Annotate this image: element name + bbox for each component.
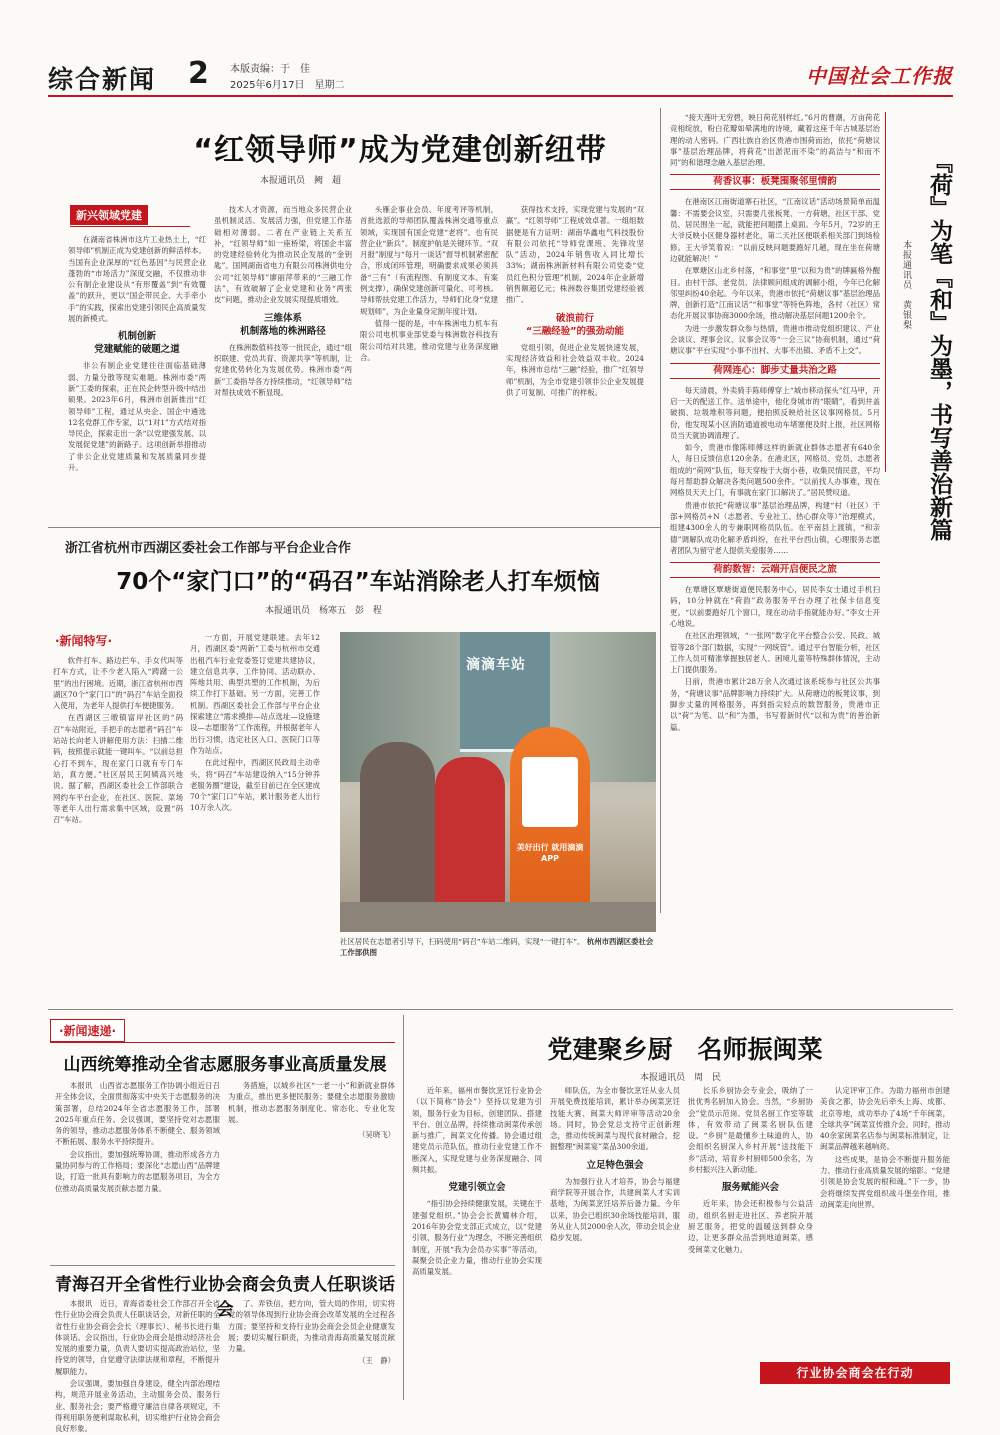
article3-col3-text: 长乐乡厨协会专业会，吸纳了一批优秀名厨加入协会。当然，“乡厨协会”党员示范岗、党员名厨工作室等载体，有效带动了闽菜名厨队伍建设。“乡厨”是最懂乡土味道的人，协会组织名厨深入乡村开展“送技能下乡”活动，培育乡村厨师500余名，为乡村振兴注入新动能。 [688, 1086, 813, 1175]
news-top-rule [48, 1009, 953, 1010]
side-title-vertical: 『荷』为笔『和』为墨，书写善治新篇 [926, 150, 952, 541]
article3-col2-text: 师队伍，为全市餐饮烹饪从业人员开展免费技能培训，累计举办闽菜烹饪技能大赛、闽菜大师评审等活动20余场。同时，协会党总支持守正创新理念，推动传统闽菜与现代食材融合，挖掘整理“闽菜宴”菜品300余道。 [550, 1086, 680, 1152]
side-text-9: 日前，贵港市累计28万余人次通过该系统参与社区公共事务，“荷塘议事”品牌影响力持续扩大。从荷塘边的板凳议事，到脚步丈量的网格服务，再到指尖轻点的数智服务，贵港市正以“荷”为笔、以“和”为墨，书写着新时代“以和为贵”的善治新篇。 [670, 677, 880, 732]
article1-tag-rule [70, 226, 190, 227]
news1-credit: （吴晓飞） [358, 1130, 395, 1140]
news2-text-3: 了、弄铁信，把方向，管大局的作用，切实将党的领导体现到行业协会商会改革发展的全过程各方面；要坚持和支持行业协会商会会员企业健康发展；要切实履行职责，为推动青海高质量发展贡献力量。 [228, 1299, 395, 1354]
side-intro-text: “接天莲叶无穷碧，映日荷花别样红。”6月的曹潮，万亩荷花竞相绽放，粉白花瓣如晕满地的诗境，藏着这座千年古城基层治理的动人密码。广西壮族自治区贵港市围荷而治，依托“荷塘议事”基层治理品牌，将荷花“出淤泥而不染”的高洁与“和而不同”的和谐理念融入基层治理。 [670, 113, 880, 168]
side-subhead-1: 荷香议事：板凳围聚邻里情韵 [670, 174, 880, 190]
photo-kiosk-slogan: 美好出行 就用滴滴APP [516, 843, 584, 863]
article1-column-1 [68, 234, 206, 484]
news2-column-1 [55, 1298, 220, 1434]
news-title-1: 山西统筹推动全省志愿服务事业高质量发展 [63, 1055, 387, 1075]
article2-col1-text: 软件打车、路边拦车、手女代叫等打车方式，让不少老人陷入“踌躇一公里”的出行困境。近期，浙江省杭州市西湖区70个“家门口”的“码召”车站全面投入使用，为老年人提供打车便捷服务。 [53, 656, 183, 711]
article2-col1b-text: 在西湖区三墩镇富岸社区的“码召”车站附近，手把手的志愿者“码召”车站站长向老人讲解使用方法：扫描二维码，按照提示就能一键叫车。“以前总担心打不到车，现在家门口就有专门车站，真方便。”社区居民王阿姨高兴地说。据了解，西湖区委社会工作部联合网约车平台企业，在社区、医院、菜场等老年人出行需求集中区域，设置“码召”车站。 [53, 713, 183, 825]
photo-caption [340, 936, 656, 958]
article1-title: “红领导师”成为党建创新纽带 [193, 133, 607, 168]
article1-col3b-text: 值得一提的是，中车株洲电力机车有限公司电机事业部党委与株洲数谷科技有限公司结对共建，推动党建与业务深度融合。 [360, 318, 498, 362]
side-subhead-3: 荷韵数智：云端开启便民之旅 [670, 562, 880, 578]
article2-photo [340, 632, 656, 932]
side-text-4: 每天清晨，外卖骑手陈师傅穿上“城市移动探头”红马甲，开启一天的配送工作。送单途中，他化身城市的“眼睛”，看到井盖破损、垃圾堆积等问题，便拍照反映给社区议事网格员。5月份，他发现某小区消防通道被电动车堵塞便及时上报，社区网格员当天就协调清理了。 [670, 385, 880, 440]
article2-column-2 [190, 632, 320, 950]
side-text-1: 在港南区江南街道寨石社区，“江南议话”活动场景简单而温馨：不需要会议室，只需要几张板凳、一方荷塘，社区干部、党员、居民围坐一起，就能把问题摆上桌面。今年5月，72岁的王大爷反映小区健身器材老化，第二天社区便联系相关部门到场检修。王大爷笑着说：“以前反映问题要跑好几趟，现在坐在荷塘边就能解决！” [670, 197, 880, 263]
article1-byline: 本报通讯员 阙 超 [260, 176, 342, 186]
article1-col2-text: 技术人才资源，而当地众多民营企业虽机制灵活、发展活力强，但党建工作基础相对薄弱。二者在产业链上关系互补，“红领导师”如一座桥梁，将国企丰富的党建经验转化为推动民企发展的“金钥匙”。国网湖南省电力有限公司株洲供电分公司“红领导师”廖丽萍带来的“三融工作法”，有效破解了企业党建和业务“两张皮”问题，推动企业发展实现提质增效。 [214, 205, 352, 305]
side-byline-vertical: 本报通讯员 黄银梨 [901, 240, 911, 330]
article3-col1b-text: “指引协会持续健康发展，关键在于建强党组织。”协会会长黄耀林介绍，2016年协会党支部正式成立，以“党建引领、服务行业”为理念，不断完善组织制度，开展“我为会员办实事”等活动，凝聚会员企业力量，推动行业协会实现高质量发展。 [412, 1199, 542, 1277]
news1-text-2: 会议指出，要加强统筹协调，推动形成各方力量协同参与的工作格局；要深化“志愿山西”品牌建设，打造一批具有影响力的志愿服务项目，为全方位推动高质量发展贡献志愿力量。 [55, 1149, 220, 1193]
article3-footer-tag: 行业协会商会在行动 [760, 1362, 950, 1384]
side-text-8: 在社区治理领域，“一张网”数字化平台整合公安、民政、城管等28个部门数据，实现“一网统管”。通过平台智能分析，社区工作人员可精准掌握独居老人、困境儿童等特殊群体情况，主动上门提供服务。 [670, 631, 880, 675]
article3-title: 党建聚乡厨 名师振闽菜 [547, 1035, 823, 1064]
news1-column-1 [55, 1080, 220, 1250]
news1-text-3: 务措施，以城乡社区“一老一小”和新就业群体为重点，推出更多便民服务；要健全志愿服务激励机制，推动志愿服务制度化、常态化、专业化发展。 [228, 1081, 395, 1124]
masthead-logo: 中国社会工作报 [806, 64, 953, 88]
news2-column-2 [228, 1298, 395, 1398]
article3-column-1 [412, 1085, 542, 1400]
article1-col2b-text: 在株洲数值科技等一批民企，通过“组织联建、党员共育、资源共享”等机制，让党建优势转化为发展优势。株洲市委“两新”工委指导各方持续推动，“红领导师”结对帮扶成效不断显现。 [214, 342, 352, 397]
photo-kiosk-panel [522, 757, 578, 827]
article1-subhead-1: 机制创新 党建赋能的破题之道 [94, 331, 180, 356]
article1-subhead-2: 三维体系 机制落地的株洲路径 [240, 312, 326, 337]
article1-col4-text: 获得技术支持，实现党建与发展的“双赢”。“红领导师”工程成效卓著。一组组数据便是有力证明：湖南华鑫电气科技股份有限公司依托“导师党课班、先锋攻坚队”活动，2024年销售收入同比增长33%；湖南株洲新材料有限公司党委“党员红色积分管理”机制，2024年企业新增销售额超亿元；株洲数谷集团党建经验被推广。 [506, 205, 644, 305]
news2-text-2: 会议强调，要加强自身建设，健全内部治理结构，规范开展业务活动，主动服务会员、服务行业、服务社会；要严格遵守廉洁自律各项规定，不得利用职务便利谋取私利，切实维护行业协会商会良好形象。 [55, 1379, 220, 1434]
article3-subhead-1: 党建引领立会 [448, 1182, 506, 1194]
news-section-tag: ·新闻速递· [50, 1019, 125, 1042]
header-rule [48, 95, 953, 97]
news-vertical-divider [403, 1015, 404, 1400]
side-title-rule [885, 112, 886, 472]
side-text-3: 为进一步激发群众参与热情，贵港市推动党组织建议、产业会谈议、理事会议、议事会议等“一会三议”协商机制，通过“荷塘议事”平台实现“小事不出村、大事不出镇、矛盾不上交”。 [670, 323, 880, 356]
article1-column-3 [360, 204, 498, 484]
article2-kicker: 浙江省杭州市西湖区委社会工作部与平台企业合作 [65, 541, 352, 556]
photo-kiosk [510, 727, 590, 912]
photo-credit: 杭州市西湖区委社会工作部供图 [340, 937, 654, 957]
side-text-5: 如今，贵港市像陈师傅这样的新就业群体志愿者有640余人，每日反馈信息120余条。在港北区，网格员、党员、志愿者组成的“荷网”队伍，每天穿梭于大街小巷，收集民情民意，平均每月帮助群众解决各类问题500余件。“以前找人办事难，现在网格员天天上门，有事就在家门口解决了。”居民赞叹道。 [670, 443, 880, 498]
article2-top-rule [48, 527, 660, 528]
article3-byline: 本报通讯员 周 民 [640, 1073, 722, 1083]
article2-byline: 本报通讯员 杨寒五 彭 程 [265, 606, 383, 616]
article3-col4-text: 认定评审工作。为助力福州市创建美食之都，协会先后牵头上海、成都、北京等地，成功举办了4场“千年闽菜，全球共享”闽菜宣传推介会。同时，推动40余家闽菜名店参与闽菜标准制定，让闽菜品牌越来越响亮。 [820, 1086, 950, 1152]
news-title-2: 青海召开全省性行业协会商会负责人任职谈话会 [55, 1275, 395, 1320]
article2-column-1 [53, 655, 183, 950]
article1-section-tag: 新兴领域党建 [70, 205, 148, 225]
article3-subhead-3: 服务赋能兴会 [721, 1182, 779, 1194]
news-mid-rule [50, 1265, 395, 1266]
editor-line: 本版责编：于 佳 [230, 64, 310, 75]
article3-column-4 [820, 1085, 950, 1350]
article1-column-4 [506, 204, 644, 484]
photo-ground [340, 902, 656, 932]
news-tag-rule [50, 1042, 395, 1043]
section-title: 综合新闻 [48, 65, 157, 94]
article2-col2-text: 一方面，开展党建联建。去年12月，西湖区委“两新”工委与杭州市交通出租汽车行业党委签订党建共建协议，建立信息共享、工作协同、活动联办、阵地共用、典型共塑的工作机制，为后续工作打下基础。另一方面，完善工作机制。西湖区委社会工作部与平台企业探索建立“需求摸排—站点选址—设施建设—志愿服务”工作流程，并根据老年人出行习惯，选定社区入口、医院门口等作为站点。 [190, 633, 320, 755]
news2-credit: （王 静） [358, 1356, 395, 1366]
side-subhead-2: 荷网连心：脚步丈量共治之路 [670, 363, 880, 379]
news1-text-1: 本报讯 山西省志愿服务工作协调小组近日召开全体会议，全面贯彻落实中央关于志愿服务的决策部署，总结2024年全省志愿服务工作，部署2025年重点任务。会议强调，要坚持党对志愿服务的领导，推动志愿服务体系不断健全、服务领域不断拓展、服务水平持续提升。 [55, 1081, 220, 1147]
article3-column-3 [688, 1085, 813, 1400]
side-column-a [670, 112, 880, 912]
article2-title: 70个“家门口”的“码召”车站消除老人打车烦恼 [116, 569, 600, 595]
article1-col1-text: 在湖南省株洲市这片工业热土上，“红领导师”机制正成为党建创新的鲜活样本。当国有企业深厚的“红色基因”与民营企业蓬勃的“市场活力”深度交融，不仅推动非公有制企业建设从“有形覆盖”到“有效覆盖”的跃升，更以“国企带民企、大手牵小手”的实践，探索出党建引领民企高质量发展的新模式。 [68, 235, 206, 324]
side-text-2: 在覃塘区山北乡村落，“和事堂”里“以和为贵”的牌匾格外醒目。由村干部、老党员、法律顾问组成的调解小组，今年已化解邻里纠纷40余起。今年以来，贵港市依托“荷塘议事”基层治理品牌，创新打造“江南议话”“和事堂”等特色阵地，各村（社区）常态化开展议事协商3000余场，推动解决基层问题1200余个。 [670, 266, 880, 321]
news2-text-1: 本报讯 近日，青海省委社会工作部召开全省性行业协会商会负责人任职谈话会，对新任职的全省性行业协会商会会长（理事长）、秘书长进行集体谈话。会议指出，行业协会商会是推动经济社会发展的重要力量，负责人要切实提高政治站位，坚持党的领导，自觉遵守法律法规和章程，不断提升履职能力。 [55, 1299, 220, 1376]
photo-caption-text: 社区居民在志愿者引导下，扫码使用“码召”车站二维码，实现“一键打车”。 [340, 937, 585, 946]
news1-column-2 [228, 1080, 395, 1250]
photo-person-volunteer [435, 757, 505, 912]
article1-col3-text: 头雁企事业会员、年度考评等机制，首批选派的导师团队覆盖株洲交通等重点领域，实现国有国企党建“老将”、也有民营企业“新兵”。制度护航是关键环节。“双月报”制度与“每月一谈话”督导机制紧密配合，形成闭环管理，明确要求成果必须具备“三有”（有流程图、有制度文本、有案例支撑），确保党建创新可量化、可考核。导师帮扶党建工作活力，导师们化身“党建规划师”，为企业量身定制年度计划。 [360, 205, 498, 316]
side-text-6: 贵港市依托“荷塘议事”基层治理品牌，构建“村（社区）干部+网格员+N（志愿者、专业社工、热心群众等）”治理模式，组建4300余人的专兼职网格员队伍。在平南县上渡镇，“和亲德”调解队成功化解矛盾纠纷，在社平台西山镇，心理服务志愿者团队为留守老人提供关爱服务…… [670, 500, 880, 555]
article3-col2b-text: 为加强行业人才培养，协会与福建商学院等开展合作，共建闽菜人才实训基地，为闽菜烹饪培养后备力量。今年以来，协会已组织30余场技能培训，服务从业人员2000余人次，带动会员企业稳步发展。 [550, 1176, 680, 1243]
article2-section-tag: ·新闻特写· [55, 634, 113, 648]
article3-col1-text: 近年来，福州市餐饮烹饪行业协会（以下简称“协会”）坚持以党建为引领，服务行业为目标，创建团队、搭建平台、创立品牌，持续推动闽菜传承创新与推广，闽菜文化传播。协会通过组建党员示范队伍，推动行业党建工作不断深入，实现党建与业务深度融合、同频共振。 [412, 1086, 542, 1175]
date-line: 2025年6月17日 星期二 [230, 80, 345, 91]
article1-col1b-text: 非公有制企业党建往往面临基础薄弱、力量分散等现实难题。株洲市委“两新”工委的探索，正在民企转型升级中结出硕果。2023年6月，株洲市创新推出“红领导师”工程，通过从央企、国企中遴选12名党群工作专家，以“1对1”方式结对指导民企，探索走出一条“以党建强发展、以发展促党建”的新路子。这项创新举措推动了非公企业党建质量和发展质量同步提升。 [68, 361, 206, 473]
article3-subhead-2: 立足特色强会 [586, 1159, 644, 1171]
page-header [48, 58, 953, 98]
article1-subhead-3: 破浪前行 “三融经验”的强劲动能 [526, 312, 624, 337]
article1-col4b-text: 党组引领，促进企业发展快速发展，实现经济效益和社会效益双丰收。2024年，株洲市总结“三融”经验，推广“红领导师”机制，为全市党建引领非公企业发展提供了可复制、可推广的样板。 [506, 342, 644, 397]
photo-sign-text: 滴滴车站 [466, 657, 526, 673]
page-number: 2 [188, 56, 209, 91]
article3-col3b-text: 近年来，协会还积极参与公益活动，组织名厨走进社区、养老院开展厨艺服务，把党的温暖送到群众身边，让更多群众品尝到地道闽菜，感受闽菜文化魅力。 [688, 1199, 813, 1254]
article1-column-2 [214, 204, 352, 484]
column-divider [660, 108, 661, 913]
photo-person-elderly [360, 742, 435, 912]
article3-column-2 [550, 1085, 680, 1400]
article2-col2b-text: 在此过程中，西湖区民政局主动牵头，将“码召”车站建设纳入“15分钟养老服务圈”建设，截至目前已在全区建成70个“家门口”车站，累计服务老人出行10万余人次。 [190, 758, 320, 813]
side-text-7: 在覃塘区覃塘街道便民服务中心，居民李女士通过手机扫码，10分钟就在“荷韵”政务服务平台办理了社保卡信息变更。“以前要跑好几个窗口，现在动动手指就能办好。”李女士开心地说。 [670, 585, 880, 628]
article3-col4b-text: 这些成果，是协会不断提升服务能力、推动行业高质量发展的缩影。“党建引领是协会发展的根和魂。”下一步，协会将继续发挥党组织战斗堡垒作用，推动闽菜走向世界。 [820, 1154, 950, 1209]
